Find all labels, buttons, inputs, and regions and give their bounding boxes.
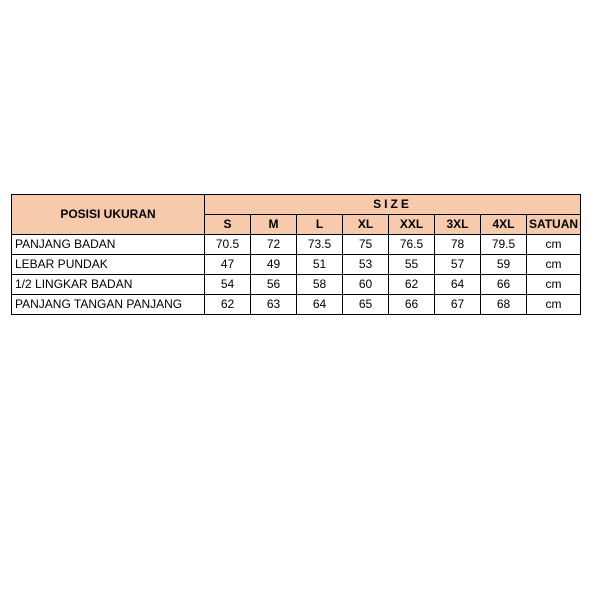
table-cell: 62 bbox=[389, 275, 435, 295]
column-header-xl: XL bbox=[343, 215, 389, 235]
column-header-4xl: 4XL bbox=[481, 215, 527, 235]
unit-cell: cm bbox=[527, 275, 581, 295]
size-chart-table bbox=[11, 194, 581, 315]
table-cell: 78 bbox=[435, 235, 481, 255]
table-row bbox=[12, 295, 581, 315]
unit-cell: cm bbox=[527, 255, 581, 275]
position-header: POSISI UKURAN bbox=[12, 195, 205, 235]
table-cell: 60 bbox=[343, 275, 389, 295]
table-cell: 76.5 bbox=[389, 235, 435, 255]
row-label: PANJANG TANGAN PANJANG bbox=[12, 295, 205, 315]
column-header-l: L bbox=[297, 215, 343, 235]
table-cell: 63 bbox=[251, 295, 297, 315]
table-cell: 72 bbox=[251, 235, 297, 255]
table-cell: 51 bbox=[297, 255, 343, 275]
unit-cell: cm bbox=[527, 295, 581, 315]
table-cell: 73.5 bbox=[297, 235, 343, 255]
table-cell: 55 bbox=[389, 255, 435, 275]
table-cell: 64 bbox=[435, 275, 481, 295]
table-cell: 57 bbox=[435, 255, 481, 275]
row-label: LEBAR PUNDAK bbox=[12, 255, 205, 275]
table-row bbox=[12, 255, 581, 275]
column-header-m: M bbox=[251, 215, 297, 235]
column-header-satuan: SATUAN bbox=[527, 215, 581, 235]
table-cell: 56 bbox=[251, 275, 297, 295]
table-cell: 66 bbox=[481, 275, 527, 295]
table-cell: 59 bbox=[481, 255, 527, 275]
table-cell: 68 bbox=[481, 295, 527, 315]
table-row bbox=[12, 235, 581, 255]
table-cell: 65 bbox=[343, 295, 389, 315]
table-cell: 54 bbox=[205, 275, 251, 295]
table-cell: 49 bbox=[251, 255, 297, 275]
table-cell: 66 bbox=[389, 295, 435, 315]
table-cell: 79.5 bbox=[481, 235, 527, 255]
row-label: PANJANG BADAN bbox=[12, 235, 205, 255]
column-header-xxl: XXL bbox=[389, 215, 435, 235]
table-cell: 70.5 bbox=[205, 235, 251, 255]
table-cell: 47 bbox=[205, 255, 251, 275]
column-header-s: S bbox=[205, 215, 251, 235]
size-header: SIZE bbox=[205, 195, 581, 215]
table-cell: 62 bbox=[205, 295, 251, 315]
table-cell: 58 bbox=[297, 275, 343, 295]
table-cell: 67 bbox=[435, 295, 481, 315]
unit-cell: cm bbox=[527, 235, 581, 255]
column-header-3xl: 3XL bbox=[435, 215, 481, 235]
table-cell: 53 bbox=[343, 255, 389, 275]
table-cell: 64 bbox=[297, 295, 343, 315]
table-cell: 75 bbox=[343, 235, 389, 255]
row-label: 1/2 LINGKAR BADAN bbox=[12, 275, 205, 295]
header-row-size bbox=[12, 195, 581, 215]
table-row bbox=[12, 275, 581, 295]
